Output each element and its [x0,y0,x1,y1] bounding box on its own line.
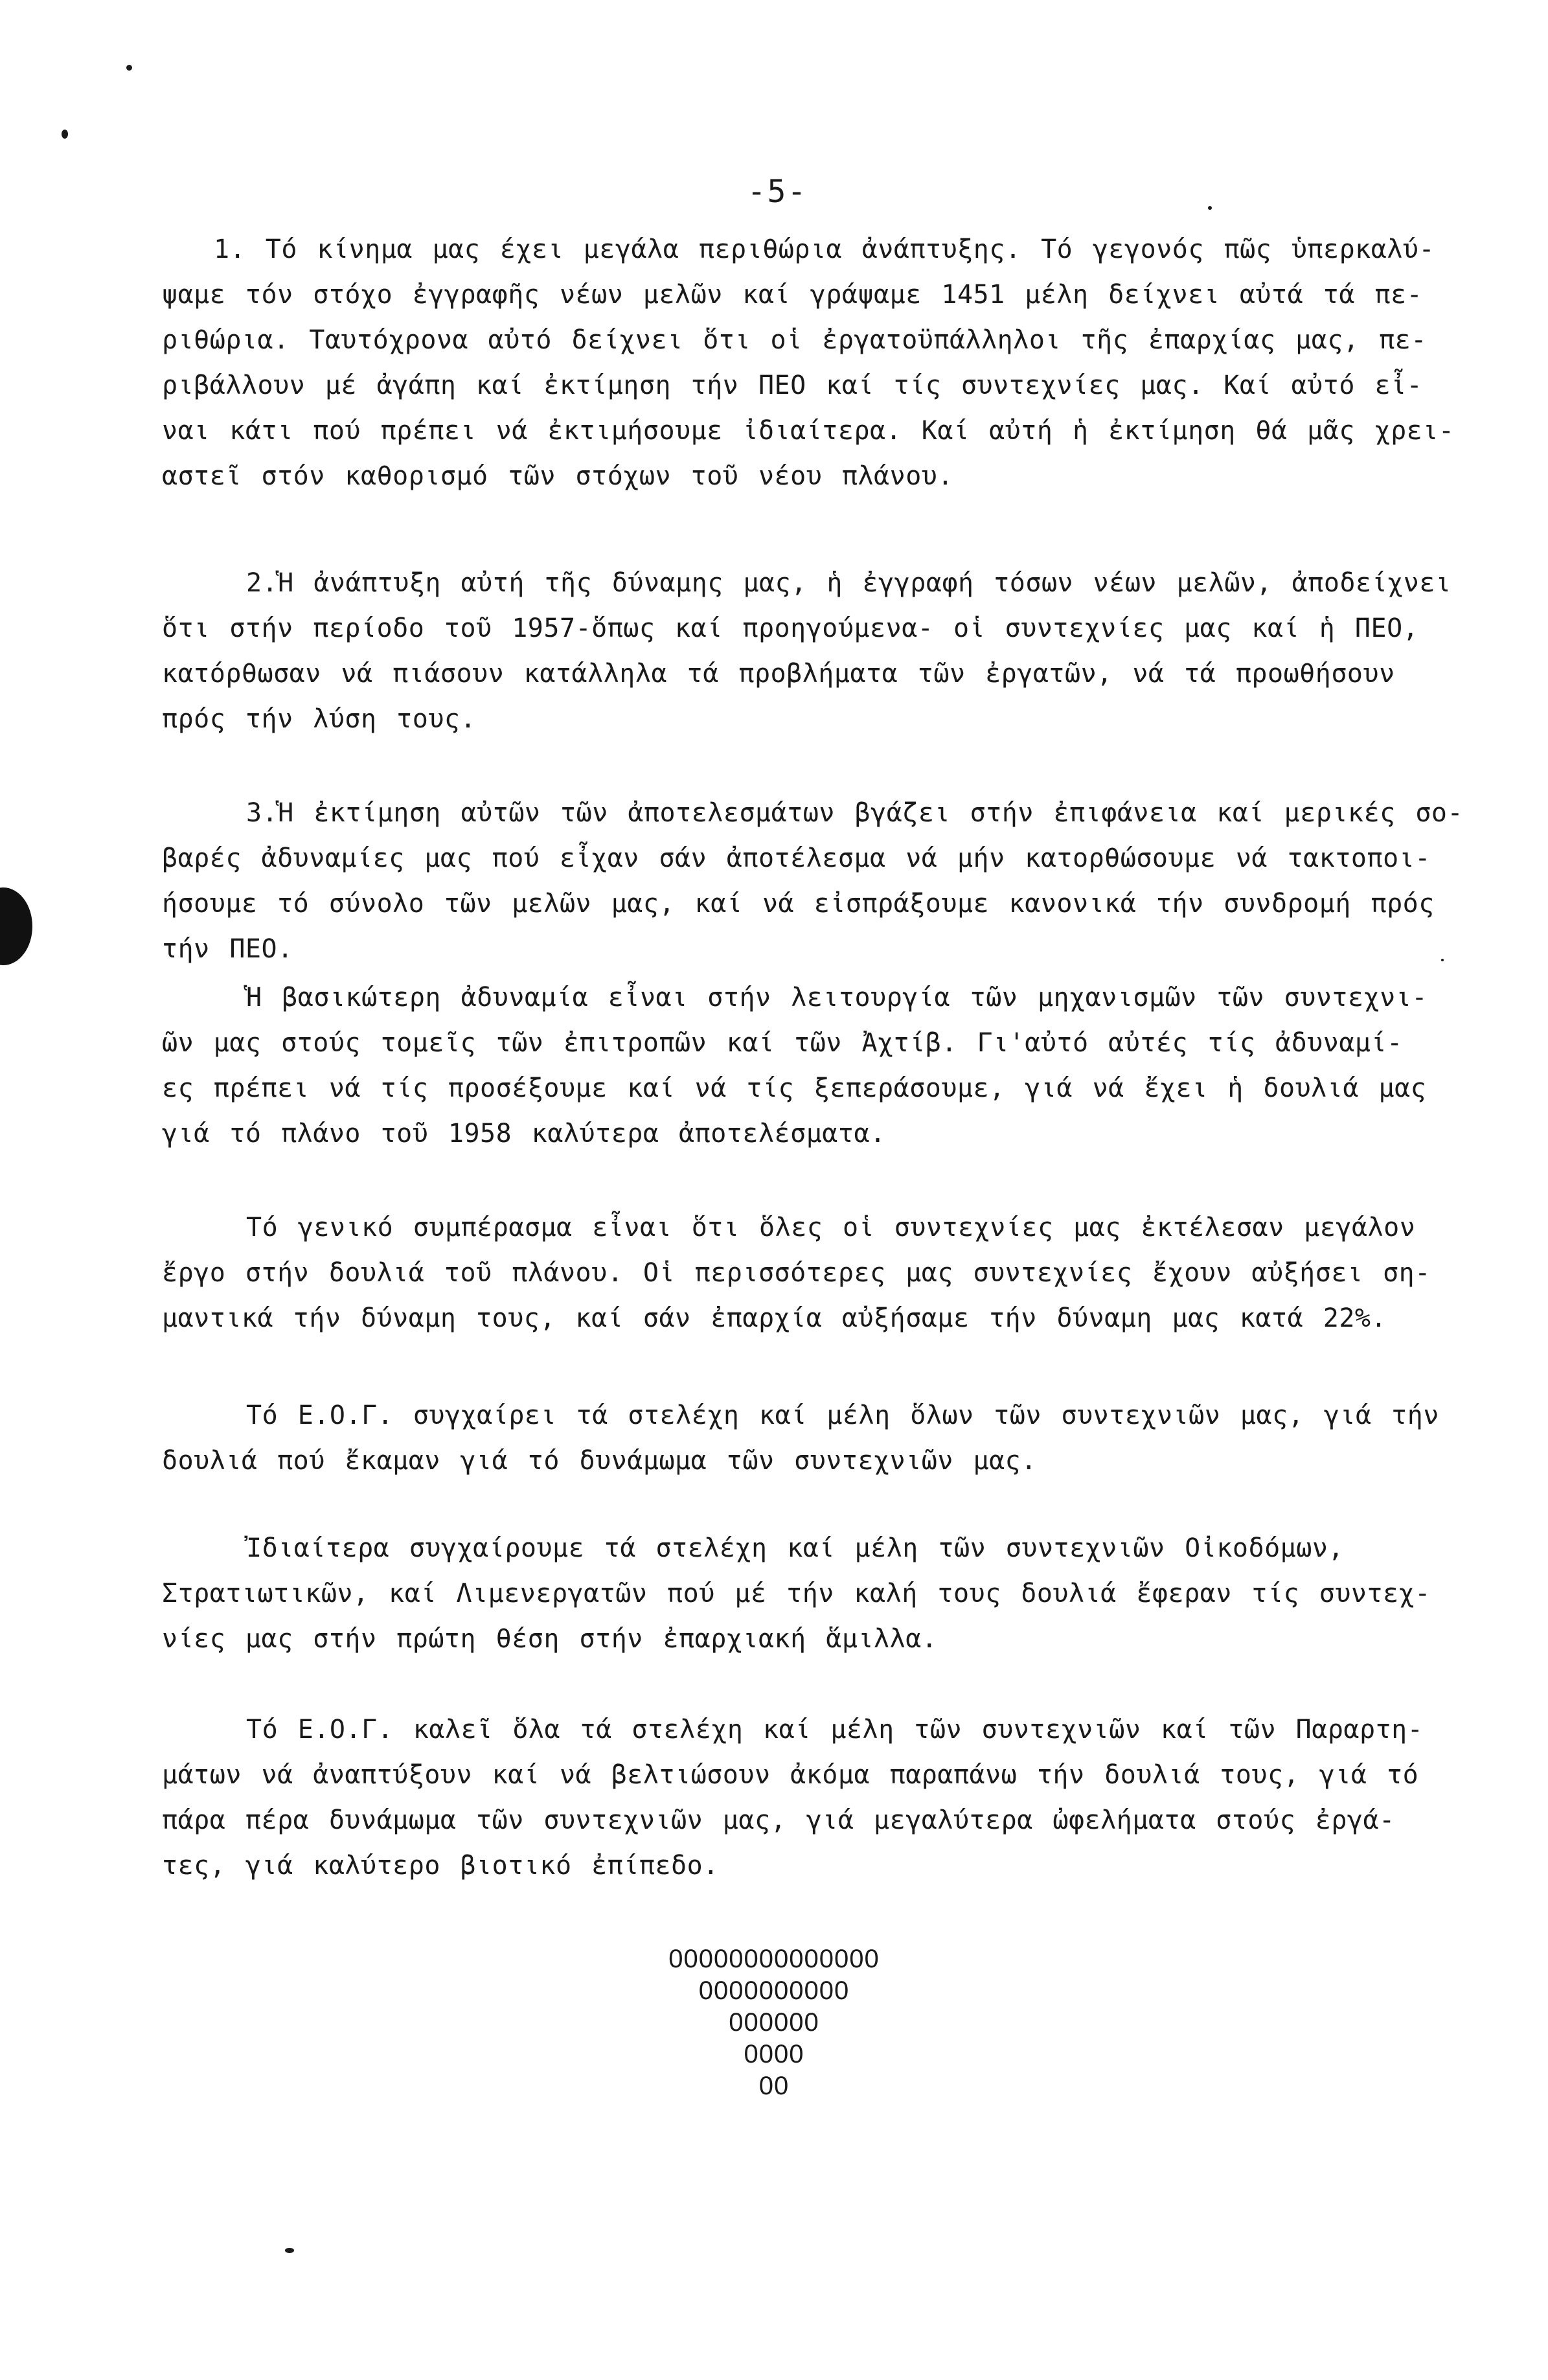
ink-speck [126,65,132,71]
text-line: νίες μας στήν πρώτη θέση στήν ἐπαρχιακή ἅμιλλα. [162,1624,938,1654]
paragraph-2 [162,560,1509,742]
ink-speck [1208,206,1212,210]
text-line: πρός τήν λύση τους. [162,704,477,734]
paragraph-4 [162,975,1509,1156]
ornament-line: 000000 [729,2008,819,2037]
ink-speck [62,130,68,139]
text-line: ῶν μας στούς τομεῖς τῶν ἐπιτροπῶν καί τῶν Ἀχτίβ. Γι'αὐτό αὐτές τίς ἀδυναμί- [162,1028,1403,1058]
text-line: μαντικά τήν δύναμη τους, καί σάν ἐπαρχία αὐξήσαμε τήν δύναμη μας κατά 22%. [162,1303,1387,1333]
ornament-line: 00000000000000 [668,1945,880,1973]
text-line: τες, γιά καλύτερο βιοτικό ἐπίπεδο. [162,1851,719,1881]
text-line: δουλιά πού ἔκαμαν γιά τό δυνάμωμα τῶν συντεχνιῶν μας. [162,1446,1037,1476]
ink-speck [285,2248,294,2253]
paragraph-6 [162,1393,1509,1483]
text-line: Ἰδιαίτερα συγχαίρουμε τά στελέχη καί μέλη τῶν συντεχνιῶν Οἰκοδόμων, [246,1533,1344,1563]
text-line: Στρατιωτικῶν, καί Λιμενεργατῶν πού μέ τήν καλή τους δουλιά ἔφεραν τίς συντεχ- [162,1579,1431,1608]
text-line: Τό Ε.Ο.Γ. συγχαίρει τά στελέχη καί μέλη ὅλων τῶν συντεχνιῶν μας, γιά τήν [246,1401,1439,1430]
text-line: πάρα πέρα δυνάμωμα τῶν συντεχνιῶν μας, γιά μεγαλύτερα ὠφελήματα στούς ἐργά- [162,1805,1395,1835]
paragraph-3 [162,790,1509,972]
text-line: Τό γενικό συμπέρασμα εἶναι ὅτι ὅλες οἱ συντεχνίες μας ἐκτέλεσαν μεγάλον [246,1213,1416,1242]
text-line: αστεῖ στόν καθορισμό τῶν στόχων τοῦ νέου πλάνου. [162,461,953,491]
text-line: ριθώρια. Ταυτόχρονα αὐτό δείχνει ὅτι οἱ ἐργατοϋπάλληλοι τῆς ἐπαρχίας μας, πε- [162,325,1427,355]
text-line: κατόρθωσαν νά πιάσουν κατάλληλα τά προβλήματα τῶν ἐργατῶν, νά τά προωθήσουν [162,659,1395,689]
text-line: ες πρέπει νά τίς προσέξουμε καί νά τίς ξεπεράσουμε, γιά νά ἔχει ἡ δουλιά μας [162,1073,1427,1103]
text-line: γιά τό πλάνο τοῦ 1958 καλύτερα ἀποτελέσματα. [162,1119,886,1149]
text-line: 1. Τό κίνημα μας έχει μεγάλα περιθώρια ἀνάπτυξης. Τό γεγονός πῶς ὑπερκαλύ- [214,235,1435,264]
ornament-line: 00 [758,2072,790,2100]
paragraph-7 [162,1526,1509,1662]
page-number: -5- [747,174,808,210]
paragraph-1 [162,227,1509,499]
text-line: ψαμε τόν στόχο ἐγγραφῆς νέων μελῶν καί γράψαμε 1451 μέλη δείχνει αὐτά τά πε- [162,280,1423,310]
text-line: ριβάλλουν μέ ἀγάπη καί ἐκτίμηση τήν ΠΕΟ καί τίς συντεχνίες μας. Καί αὐτό εἶ- [162,371,1423,400]
ornament-line: 0000000000 [698,1976,850,2005]
punch-hole-mark [0,887,32,965]
ornament-line: 0000 [744,2040,804,2068]
text-line: Ἡ βασικώτερη ἀδυναμία εἶναι στήν λειτουργία τῶν μηχανισμῶν τῶν συντεχνι- [246,983,1428,1013]
text-line: ναι κάτι πού πρέπει νά ἐκτιμήσουμε ἰδιαίτερα. Καί αὐτή ἡ ἐκτίμηση θά μᾶς χρει- [162,416,1455,446]
text-line: 2.Ἡ ἀνάπτυξη αὐτή τῆς δύναμης μας, ἡ ἐγγραφή τόσων νέων μελῶν, ἀποδείχνει [246,568,1451,598]
text-line: Τό Ε.Ο.Γ. καλεῖ ὅλα τά στελέχη καί μέλη τῶν συντεχνιῶν καί τῶν Παραρτη- [246,1715,1424,1745]
text-line: μάτων νά ἀναπτύξουν καί νά βελτιώσουν ἀκόμα παραπάνω τήν δουλιά τους, γιά τό [162,1760,1419,1790]
closing-ornament [0,1943,1548,2102]
text-line: ὅτι στήν περίοδο τοῦ 1957-ὅπως καί προηγούμενα- οἱ συντεχνίες μας καί ἡ ΠΕΟ, [162,613,1419,643]
text-line: ἔργο στήν δουλιά τοῦ πλάνου. Οἱ περισσότερες μας συντεχνίες ἔχουν αὐξήσει ση- [162,1258,1431,1288]
text-line: ήσουμε τό σύνολο τῶν μελῶν μας, καί νά εἰσπράξουμε κανονικά τήν συνδρομή πρός [162,889,1435,919]
text-line: 3.Ἡ ἐκτίμηση αὐτῶν τῶν ἀποτελεσμάτων βγάζει στήν ἐπιφάνεια καί μερικές σο- [246,798,1464,828]
text-line: βαρές ἀδυναμίες μας πού εἶχαν σάν ἀποτέλεσμα νά μήν κατορθώσουμε νά τακτοποι- [162,843,1431,873]
text-line: τήν ΠΕΟ. [162,934,293,964]
paragraph-5 [162,1205,1509,1341]
paragraph-8 [162,1707,1509,1888]
